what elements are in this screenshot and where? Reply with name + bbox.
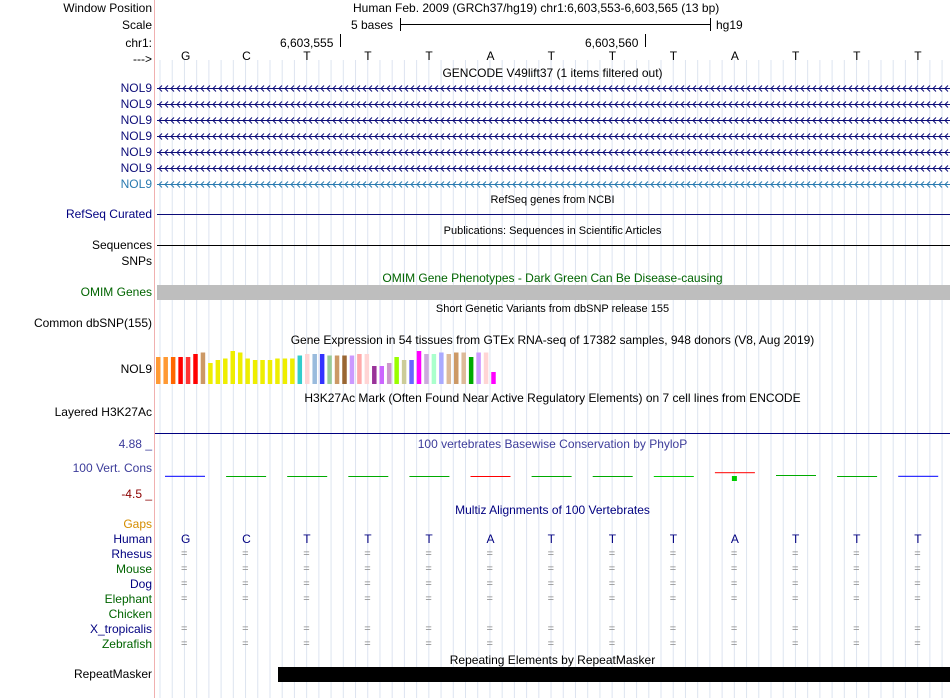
multiz-base: = xyxy=(242,638,249,650)
multiz-base: = xyxy=(853,593,860,605)
multiz-base: = xyxy=(486,593,493,605)
multiz-base: = xyxy=(181,578,188,590)
multiz-base: A xyxy=(486,532,495,546)
sequence-base: A xyxy=(486,49,495,63)
multiz-base: = xyxy=(364,578,371,590)
cons-peak[interactable] xyxy=(732,476,737,481)
gtex-bar[interactable] xyxy=(439,353,444,385)
multiz-base: = xyxy=(914,548,921,560)
multiz-base: = xyxy=(364,548,371,560)
multiz-base: = xyxy=(914,593,921,605)
cons-mark[interactable] xyxy=(287,476,327,477)
gtex-bar[interactable] xyxy=(178,357,183,384)
coord-tick-1 xyxy=(340,34,341,47)
dbsnp-title: Short Genetic Variants from dbSNP release 155 xyxy=(435,303,670,315)
multiz-base: = xyxy=(547,548,555,560)
cons-mark[interactable] xyxy=(409,476,449,477)
gencode-transcript[interactable] xyxy=(157,115,950,126)
multiz-base: = xyxy=(181,563,188,575)
gaps-label: Gaps xyxy=(123,517,152,531)
h3k27ac-bottom-line xyxy=(155,433,950,434)
snps-label[interactable]: SNPs xyxy=(121,254,152,268)
cons-mark[interactable] xyxy=(654,476,694,477)
multiz-base: = xyxy=(853,578,860,590)
publications-line[interactable] xyxy=(157,245,950,246)
gencode-transcript[interactable] xyxy=(157,163,950,174)
repeatmasker-title: Repeating Elements by RepeatMasker xyxy=(449,653,656,667)
gtex-bar[interactable] xyxy=(461,353,466,385)
multiz-base: = xyxy=(730,548,738,560)
multiz-base: = xyxy=(486,623,493,635)
coord-label-2: 6,603,560 xyxy=(585,36,639,50)
multiz-base: = xyxy=(303,563,310,575)
gtex-bar[interactable] xyxy=(268,360,273,384)
gtex-bar[interactable] xyxy=(380,366,385,384)
multiz-base: = xyxy=(303,638,310,650)
gencode-item-label[interactable]: NOL9 xyxy=(120,97,152,111)
multiz-base: = xyxy=(792,623,799,635)
multiz-title: Multiz Alignments of 100 Vertebrates xyxy=(455,503,650,517)
gtex-bar[interactable] xyxy=(357,354,362,384)
multiz-base: = xyxy=(486,638,493,650)
multiz-base: = xyxy=(181,548,188,560)
refseq-line[interactable] xyxy=(157,214,950,215)
gencode-item-label[interactable]: NOL9 xyxy=(120,161,152,175)
gencode-item-label[interactable]: NOL9 xyxy=(120,81,152,95)
multiz-base: = xyxy=(853,563,860,575)
multiz-base: T xyxy=(547,532,555,546)
multiz-species-label[interactable]: X_tropicalis xyxy=(89,622,152,636)
omim-label[interactable]: OMIM Genes xyxy=(80,285,152,299)
multiz-species-label[interactable]: Zebrafish xyxy=(101,637,152,651)
multiz-base: T xyxy=(608,532,617,546)
sequence-base: T xyxy=(669,49,678,63)
multiz-base: T xyxy=(914,532,922,546)
gtex-bar[interactable] xyxy=(476,353,481,385)
multiz-base: = xyxy=(669,593,677,605)
multiz-base: = xyxy=(303,623,310,635)
cons-mark[interactable] xyxy=(837,476,877,477)
multiz-base: = xyxy=(486,563,493,575)
gtex-bar[interactable] xyxy=(484,353,489,385)
multiz-base: = xyxy=(730,638,738,650)
h3k27ac-title: H3K27Ac Mark (Often Found Near Active Regulatory Elements) on 7 cell lines from ENCODE xyxy=(304,391,801,405)
multiz-species-label[interactable]: Rhesus xyxy=(111,547,152,561)
gtex-bar[interactable] xyxy=(216,360,221,384)
gtex-bar[interactable] xyxy=(245,359,250,385)
gtex-bar[interactable] xyxy=(201,353,206,385)
multiz-base: = xyxy=(608,593,616,605)
sequence-base: T xyxy=(608,49,617,63)
scale-bar-left-tick xyxy=(400,18,401,31)
sequence-base: T xyxy=(853,49,861,63)
gtex-bar[interactable] xyxy=(409,360,414,384)
multiz-base: = xyxy=(792,593,799,605)
multiz-species-label[interactable]: Mouse xyxy=(115,562,152,576)
gencode-transcript[interactable] xyxy=(157,147,950,158)
multiz-base: = xyxy=(914,563,921,575)
cons-plot[interactable] xyxy=(155,455,950,500)
multiz-base: = xyxy=(853,623,860,635)
sequence-base: T xyxy=(547,49,555,63)
multiz-base: = xyxy=(730,563,738,575)
multiz-base: T xyxy=(425,532,433,546)
cons-mark[interactable] xyxy=(348,476,388,477)
gtex-bar[interactable] xyxy=(253,360,258,384)
gencode-title: GENCODE V49lift37 (1 items filtered out) xyxy=(442,66,663,80)
cons-label[interactable]: 100 Vert. Cons xyxy=(72,461,152,475)
gtex-bar[interactable] xyxy=(402,360,407,384)
multiz-base: = xyxy=(608,548,616,560)
multiz-base: = xyxy=(425,638,432,650)
gtex-bar[interactable] xyxy=(454,353,459,385)
cons-mark[interactable] xyxy=(471,476,511,477)
multiz-base: = xyxy=(608,578,616,590)
gtex-bar[interactable] xyxy=(365,354,370,384)
multiz-species-label[interactable]: Elephant xyxy=(104,592,152,606)
multiz-base: T xyxy=(669,532,678,546)
multiz-base: G xyxy=(181,532,191,546)
multiz-base: = xyxy=(669,623,677,635)
multiz-base: = xyxy=(547,593,555,605)
sequence-base: T xyxy=(364,49,372,63)
gencode-item-label[interactable]: NOL9 xyxy=(120,129,152,143)
multiz-species-label[interactable]: Chicken xyxy=(108,607,152,621)
gtex-bar[interactable] xyxy=(186,357,191,384)
gtex-bar[interactable] xyxy=(320,354,325,384)
gencode-item-label[interactable]: NOL9 xyxy=(120,113,152,127)
multiz-base: = xyxy=(242,548,249,560)
multiz-base: = xyxy=(792,638,799,650)
gtex-bar[interactable] xyxy=(171,357,176,384)
dbsnp-label[interactable]: Common dbSNP(155) xyxy=(33,316,152,330)
strand-label: ---> xyxy=(133,52,152,66)
gtex-bar[interactable] xyxy=(469,357,474,384)
multiz-base: = xyxy=(608,638,616,650)
cons-title: 100 vertebrates Basewise Conservation by PhyloP xyxy=(417,437,688,451)
gtex-bar[interactable] xyxy=(275,359,280,385)
gtex-bar[interactable] xyxy=(491,372,496,384)
scale-label: Scale xyxy=(121,18,152,32)
multiz-base: = xyxy=(914,578,921,590)
window-position-label: Window Position xyxy=(63,1,152,15)
gencode-transcript[interactable] xyxy=(157,83,950,94)
cons-mark[interactable] xyxy=(593,476,633,477)
assembly-position: Human Feb. 2009 (GRCh37/hg19) chr1:6,603,553-6,603,565 (13 bp) xyxy=(353,1,720,15)
gtex-bar[interactable] xyxy=(447,354,452,384)
sequence-base: A xyxy=(730,49,739,63)
gtex-bar[interactable] xyxy=(387,363,392,384)
multiz-base: T xyxy=(792,532,800,546)
multiz-base: = xyxy=(608,623,616,635)
cons-mark[interactable] xyxy=(532,476,572,477)
multiz-base: = xyxy=(425,548,432,560)
cons-mark[interactable] xyxy=(776,475,816,476)
gtex-bar[interactable] xyxy=(394,357,399,384)
gencode-transcript[interactable] xyxy=(157,179,950,190)
sequences-label[interactable]: Sequences xyxy=(91,238,152,252)
gtex-bar[interactable] xyxy=(342,356,347,385)
gtex-bar[interactable] xyxy=(238,353,243,385)
multiz-base: = xyxy=(364,563,371,575)
multiz-base: = xyxy=(303,548,310,560)
multiz-base: C xyxy=(242,532,251,546)
multiz-base: = xyxy=(730,578,738,590)
sequence-base: T xyxy=(303,49,311,63)
gtex-bar[interactable] xyxy=(163,357,168,384)
gtex-bar[interactable] xyxy=(305,354,310,384)
multiz-base: = xyxy=(669,578,677,590)
multiz-base: = xyxy=(547,578,555,590)
multiz-base: = xyxy=(425,593,432,605)
gtex-bar[interactable] xyxy=(312,354,317,384)
multiz-base: = xyxy=(547,563,555,575)
chrom-label: chr1: xyxy=(125,36,152,50)
multiz-base: = xyxy=(547,638,555,650)
gtex-bar[interactable] xyxy=(432,354,437,384)
multiz-base: = xyxy=(547,623,555,635)
multiz-base: = xyxy=(914,623,921,635)
refseq-label[interactable]: RefSeq Curated xyxy=(65,207,152,221)
multiz-base: = xyxy=(425,578,432,590)
multiz-base: = xyxy=(792,578,799,590)
gtex-bar[interactable] xyxy=(335,356,340,385)
multiz-base: = xyxy=(608,563,616,575)
gtex-bar[interactable] xyxy=(290,359,295,385)
gtex-bar[interactable] xyxy=(208,363,213,384)
multiz-base: = xyxy=(181,623,188,635)
multiz-base: = xyxy=(242,563,249,575)
multiz-species-label[interactable]: Dog xyxy=(129,577,152,591)
multiz-base: = xyxy=(792,548,799,560)
gtex-bar[interactable] xyxy=(223,359,228,385)
publications-title: Publications: Sequences in Scientific Articles xyxy=(443,225,662,237)
sequence-base: T xyxy=(425,49,433,63)
multiz-base: = xyxy=(730,593,738,605)
multiz-base: = xyxy=(425,563,432,575)
coord-tick-2 xyxy=(645,34,646,47)
gtex-bar[interactable] xyxy=(350,356,355,385)
refseq-title: RefSeq genes from NCBI xyxy=(490,194,615,206)
gencode-item-label[interactable]: NOL9 xyxy=(120,145,152,159)
multiz-species-label[interactable]: Human xyxy=(113,532,152,546)
repeatmasker-label[interactable]: RepeatMasker xyxy=(73,667,152,681)
scale-text: 5 bases xyxy=(351,18,394,32)
multiz-base: = xyxy=(669,638,677,650)
scale-bar-right-tick xyxy=(710,18,711,31)
coord-label-1: 6,603,555 xyxy=(280,36,334,50)
multiz-base: = xyxy=(303,578,310,590)
multiz-base: T xyxy=(853,532,861,546)
multiz-base: = xyxy=(242,593,249,605)
multiz-base: = xyxy=(364,623,371,635)
multiz-base: = xyxy=(486,548,493,560)
multiz-base: = xyxy=(364,593,371,605)
gtex-label[interactable]: NOL9 xyxy=(120,362,152,376)
gencode-transcript[interactable] xyxy=(157,99,950,110)
cons-mark[interactable] xyxy=(898,476,938,477)
db-label: hg19 xyxy=(716,18,743,32)
multiz-base: = xyxy=(364,638,371,650)
cons-mark[interactable] xyxy=(226,476,266,477)
multiz-base: = xyxy=(242,623,249,635)
gtex-bar[interactable] xyxy=(156,357,161,384)
multiz-base: = xyxy=(486,578,493,590)
sequence-base: C xyxy=(242,49,251,63)
multiz-base: = xyxy=(853,548,860,560)
multiz-base: = xyxy=(669,563,677,575)
cons-mark[interactable] xyxy=(715,472,755,473)
cons-max: 4.88 _ xyxy=(118,437,152,451)
gencode-transcript[interactable] xyxy=(157,131,950,142)
gtex-bar[interactable] xyxy=(193,354,198,384)
gencode-item-label[interactable]: NOL9 xyxy=(120,177,152,191)
multiz-base: = xyxy=(669,548,677,560)
gtex-bar[interactable] xyxy=(372,366,377,384)
sequence-base: G xyxy=(181,49,191,63)
gtex-title: Gene Expression in 54 tissues from GTEx RNA-seq of 17382 samples, 948 donors (V8, Aug 2019) xyxy=(290,333,815,347)
multiz-base: = xyxy=(242,578,249,590)
multiz-base: = xyxy=(853,638,860,650)
repeatmasker-bar[interactable] xyxy=(278,667,950,682)
multiz-base: = xyxy=(303,593,310,605)
multiz-base: T xyxy=(364,532,372,546)
multiz-base: = xyxy=(730,623,738,635)
scale-bar xyxy=(400,24,710,25)
omim-title: OMIM Gene Phenotypes - Dark Green Can Be Disease-causing xyxy=(382,271,723,285)
cons-mark[interactable] xyxy=(165,476,205,477)
gtex-bar[interactable] xyxy=(417,351,422,384)
gtex-bars[interactable] xyxy=(155,348,950,388)
h3k27ac-label[interactable]: Layered H3K27Ac xyxy=(54,405,152,419)
multiz-base: = xyxy=(914,638,921,650)
omim-bar[interactable] xyxy=(157,285,950,300)
cons-min: -4.5 _ xyxy=(121,487,152,501)
gtex-bar[interactable] xyxy=(260,360,265,384)
gtex-bar[interactable] xyxy=(298,356,303,385)
sequence-base: T xyxy=(792,49,800,63)
gtex-bar[interactable] xyxy=(283,359,288,385)
multiz-base: = xyxy=(792,563,799,575)
multiz-base: = xyxy=(425,623,432,635)
multiz-base: = xyxy=(181,593,188,605)
gtex-bar[interactable] xyxy=(424,354,429,384)
multiz-base: A xyxy=(730,532,739,546)
multiz-base: T xyxy=(303,532,311,546)
sequence-base: T xyxy=(914,49,922,63)
gtex-bar[interactable] xyxy=(327,356,332,385)
gtex-bar[interactable] xyxy=(231,351,236,384)
multiz-base: = xyxy=(181,638,188,650)
